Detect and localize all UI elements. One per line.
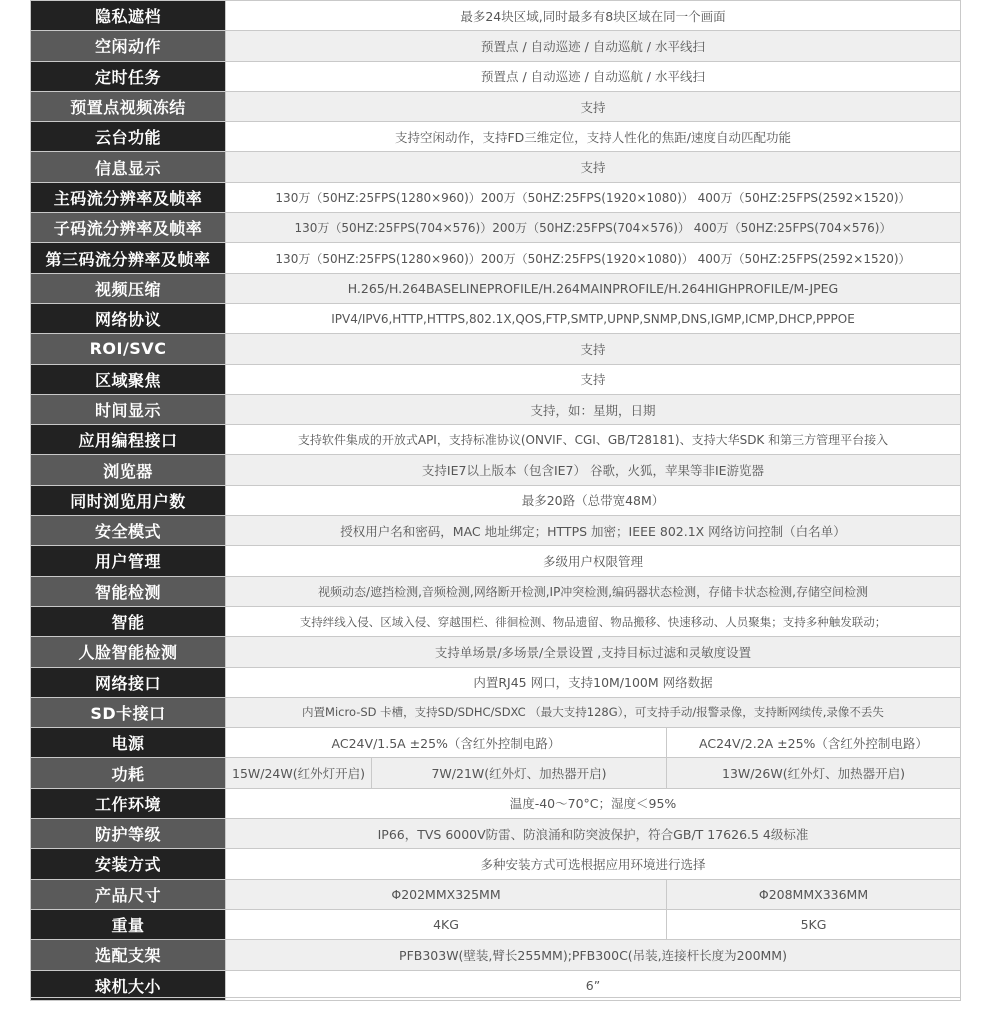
spec-row [31, 546, 961, 576]
spec-value: 支持IE7以上版本（包含IE7） 谷歌，火狐，苹果等非IE游览器 [226, 455, 961, 485]
spec-value: 15W/24W(红外灯开启) [226, 758, 372, 788]
spec-row [31, 879, 961, 909]
spec-label: 主码流分辨率及帧率 [31, 182, 226, 212]
spec-row [31, 758, 961, 788]
spec-value: AC24V/1.5A ±25%（含红外控制电路） [226, 728, 667, 758]
spec-value: 5KG [667, 909, 961, 939]
spec-label: 电源 [31, 728, 226, 758]
spec-row [31, 243, 961, 273]
spec-label: 视频压缩 [31, 273, 226, 303]
spec-row [31, 455, 961, 485]
spec-row [31, 788, 961, 818]
spec-row [31, 425, 961, 455]
spec-value: IP66，TVS 6000V防雷、防浪涌和防突波保护，符合GB/T 17626.5 4级标准 [226, 819, 961, 849]
spec-row [31, 273, 961, 303]
spec-value: 支持，如：星期，日期 [226, 394, 961, 424]
spec-row [31, 303, 961, 333]
spec-label: 球机大小 [31, 970, 226, 1000]
spec-label: 云台功能 [31, 122, 226, 152]
spec-label: SD卡接口 [31, 697, 226, 727]
spec-row [31, 122, 961, 152]
spec-label: 重量 [31, 909, 226, 939]
spec-row [31, 485, 961, 515]
spec-value: 13W/26W(红外灯、加热器开启) [667, 758, 961, 788]
spec-row [31, 31, 961, 61]
spec-value: 4KG [226, 909, 667, 939]
spec-value: 支持 [226, 152, 961, 182]
spec-row [31, 970, 961, 1000]
spec-row [31, 606, 961, 636]
spec-row [31, 819, 961, 849]
spec-label: 区域聚焦 [31, 364, 226, 394]
spec-value: 130万（50HZ:25FPS(1280×960)）200万（50HZ:25FPS(1920×1080)） 400万（50HZ:25FPS(2592×1520)） [226, 243, 961, 273]
spec-label: 信息显示 [31, 152, 226, 182]
spec-label: 产品尺寸 [31, 879, 226, 909]
spec-label: 同时浏览用户数 [31, 485, 226, 515]
spec-label: 人脸智能检测 [31, 637, 226, 667]
spec-value: PFB303W(壁装,臂长255MM);PFB300C(吊装,连接杆长度为200MM) [226, 940, 961, 970]
spec-row [31, 637, 961, 667]
spec-row [31, 213, 961, 243]
spec-value: 多级用户权限管理 [226, 546, 961, 576]
spec-label: 应用编程接口 [31, 425, 226, 455]
spec-row [31, 516, 961, 546]
spec-label: 网络接口 [31, 667, 226, 697]
spec-label: 第三码流分辨率及帧率 [31, 243, 226, 273]
spec-value: 最多24块区域,同时最多有8块区域在同一个画面 [226, 1, 961, 31]
spec-row [31, 91, 961, 121]
spec-row [31, 61, 961, 91]
spec-label: 定时任务 [31, 61, 226, 91]
spec-row [31, 728, 961, 758]
spec-row [31, 849, 961, 879]
spec-row [31, 334, 961, 364]
spec-value: 130万（50HZ:25FPS(704×576)）200万（50HZ:25FPS(704×576)） 400万（50HZ:25FPS(704×576)） [226, 213, 961, 243]
spec-value: 预置点 / 自动巡迹 / 自动巡航 / 水平线扫 [226, 61, 961, 91]
spec-row [31, 940, 961, 970]
spec-row [31, 1, 961, 31]
spec-value: 支持 [226, 364, 961, 394]
spec-label: 智能 [31, 606, 226, 636]
spec-value: 授权用户名和密码，MAC 地址绑定；HTTPS 加密；IEEE 802.1X 网络访问控制（白名单） [226, 516, 961, 546]
spec-label: 智能检测 [31, 576, 226, 606]
spec-value: IPV4/IPV6,HTTP,HTTPS,802.1X,QOS,FTP,SMTP,UPNP,SNMP,DNS,IGMP,ICMP,DHCP,PPPOE [226, 303, 961, 333]
spec-label: 时间显示 [31, 394, 226, 424]
spec-label: 预置点视频冻结 [31, 91, 226, 121]
spec-value: 支持空闲动作，支持FD三维定位，支持人性化的焦距/速度自动匹配功能 [226, 122, 961, 152]
spec-value: Φ202MMX325MM [226, 879, 667, 909]
spec-row [31, 182, 961, 212]
spec-value: 7W/21W(红外灯、加热器开启) [372, 758, 667, 788]
spec-row [31, 394, 961, 424]
spec-value: 多种安装方式可选根据应用环境进行选择 [226, 849, 961, 879]
spec-value: 内置Micro-SD 卡槽，支持SD/SDHC/SDXC （最大支持128G），可支持手动/报警录像，支持断网续传,录像不丢失 [226, 697, 961, 727]
spec-value: AC24V/2.2A ±25%（含红外控制电路） [667, 728, 961, 758]
spec-value: 温度-40～70°C；湿度＜95% [226, 788, 961, 818]
spec-table-body [31, 1, 961, 1001]
spec-value: 视频动态/遮挡检测,音频检测,网络断开检测,IP冲突检测,编码器状态检测，存储卡状态检测,存储空间检测 [226, 576, 961, 606]
spec-value: 内置RJ45 网口，支持10M/100M 网络数据 [226, 667, 961, 697]
spec-label: 浏览器 [31, 455, 226, 485]
spec-row [31, 152, 961, 182]
spec-value: 支持软件集成的开放式API，支持标准协议(ONVIF、CGI、GB/T28181)、支持大华SDK 和第三方管理平台接入 [226, 425, 961, 455]
table-bottom-border [30, 997, 960, 998]
spec-value: 支持 [226, 334, 961, 364]
spec-value: 支持绊线入侵、区域入侵、穿越围栏、徘徊检测、物品遗留、物品搬移、快速移动、人员聚集；支持多种触发联动； [226, 606, 961, 636]
spec-label: 功耗 [31, 758, 226, 788]
spec-label: 防护等级 [31, 819, 226, 849]
spec-value: 支持 [226, 91, 961, 121]
spec-value: 支持单场景/多场景/全景设置 ,支持目标过滤和灵敏度设置 [226, 637, 961, 667]
spec-label: 安全模式 [31, 516, 226, 546]
spec-row [31, 909, 961, 939]
spec-value: 6” [226, 970, 961, 1000]
spec-label: 用户管理 [31, 546, 226, 576]
spec-label: 隐私遮档 [31, 1, 226, 31]
spec-row [31, 697, 961, 727]
spec-row [31, 667, 961, 697]
spec-value: 最多20路（总带宽48M） [226, 485, 961, 515]
spec-label: 安装方式 [31, 849, 226, 879]
spec-table [30, 0, 961, 1001]
spec-value: H.265/H.264BASELINEPROFILE/H.264MAINPROFILE/H.264HIGHPROFILE/M-JPEG [226, 273, 961, 303]
spec-label: 空闲动作 [31, 31, 226, 61]
spec-value: Φ208MMX336MM [667, 879, 961, 909]
spec-label: 选配支架 [31, 940, 226, 970]
spec-value: 预置点 / 自动巡迹 / 自动巡航 / 水平线扫 [226, 31, 961, 61]
spec-row [31, 576, 961, 606]
spec-label: 工作环境 [31, 788, 226, 818]
spec-label: 网络协议 [31, 303, 226, 333]
spec-label: 子码流分辨率及帧率 [31, 213, 226, 243]
spec-row [31, 364, 961, 394]
spec-value: 130万（50HZ:25FPS(1280×960)）200万（50HZ:25FPS(1920×1080)） 400万（50HZ:25FPS(2592×1520)） [226, 182, 961, 212]
spec-label: ROI/SVC [31, 334, 226, 364]
